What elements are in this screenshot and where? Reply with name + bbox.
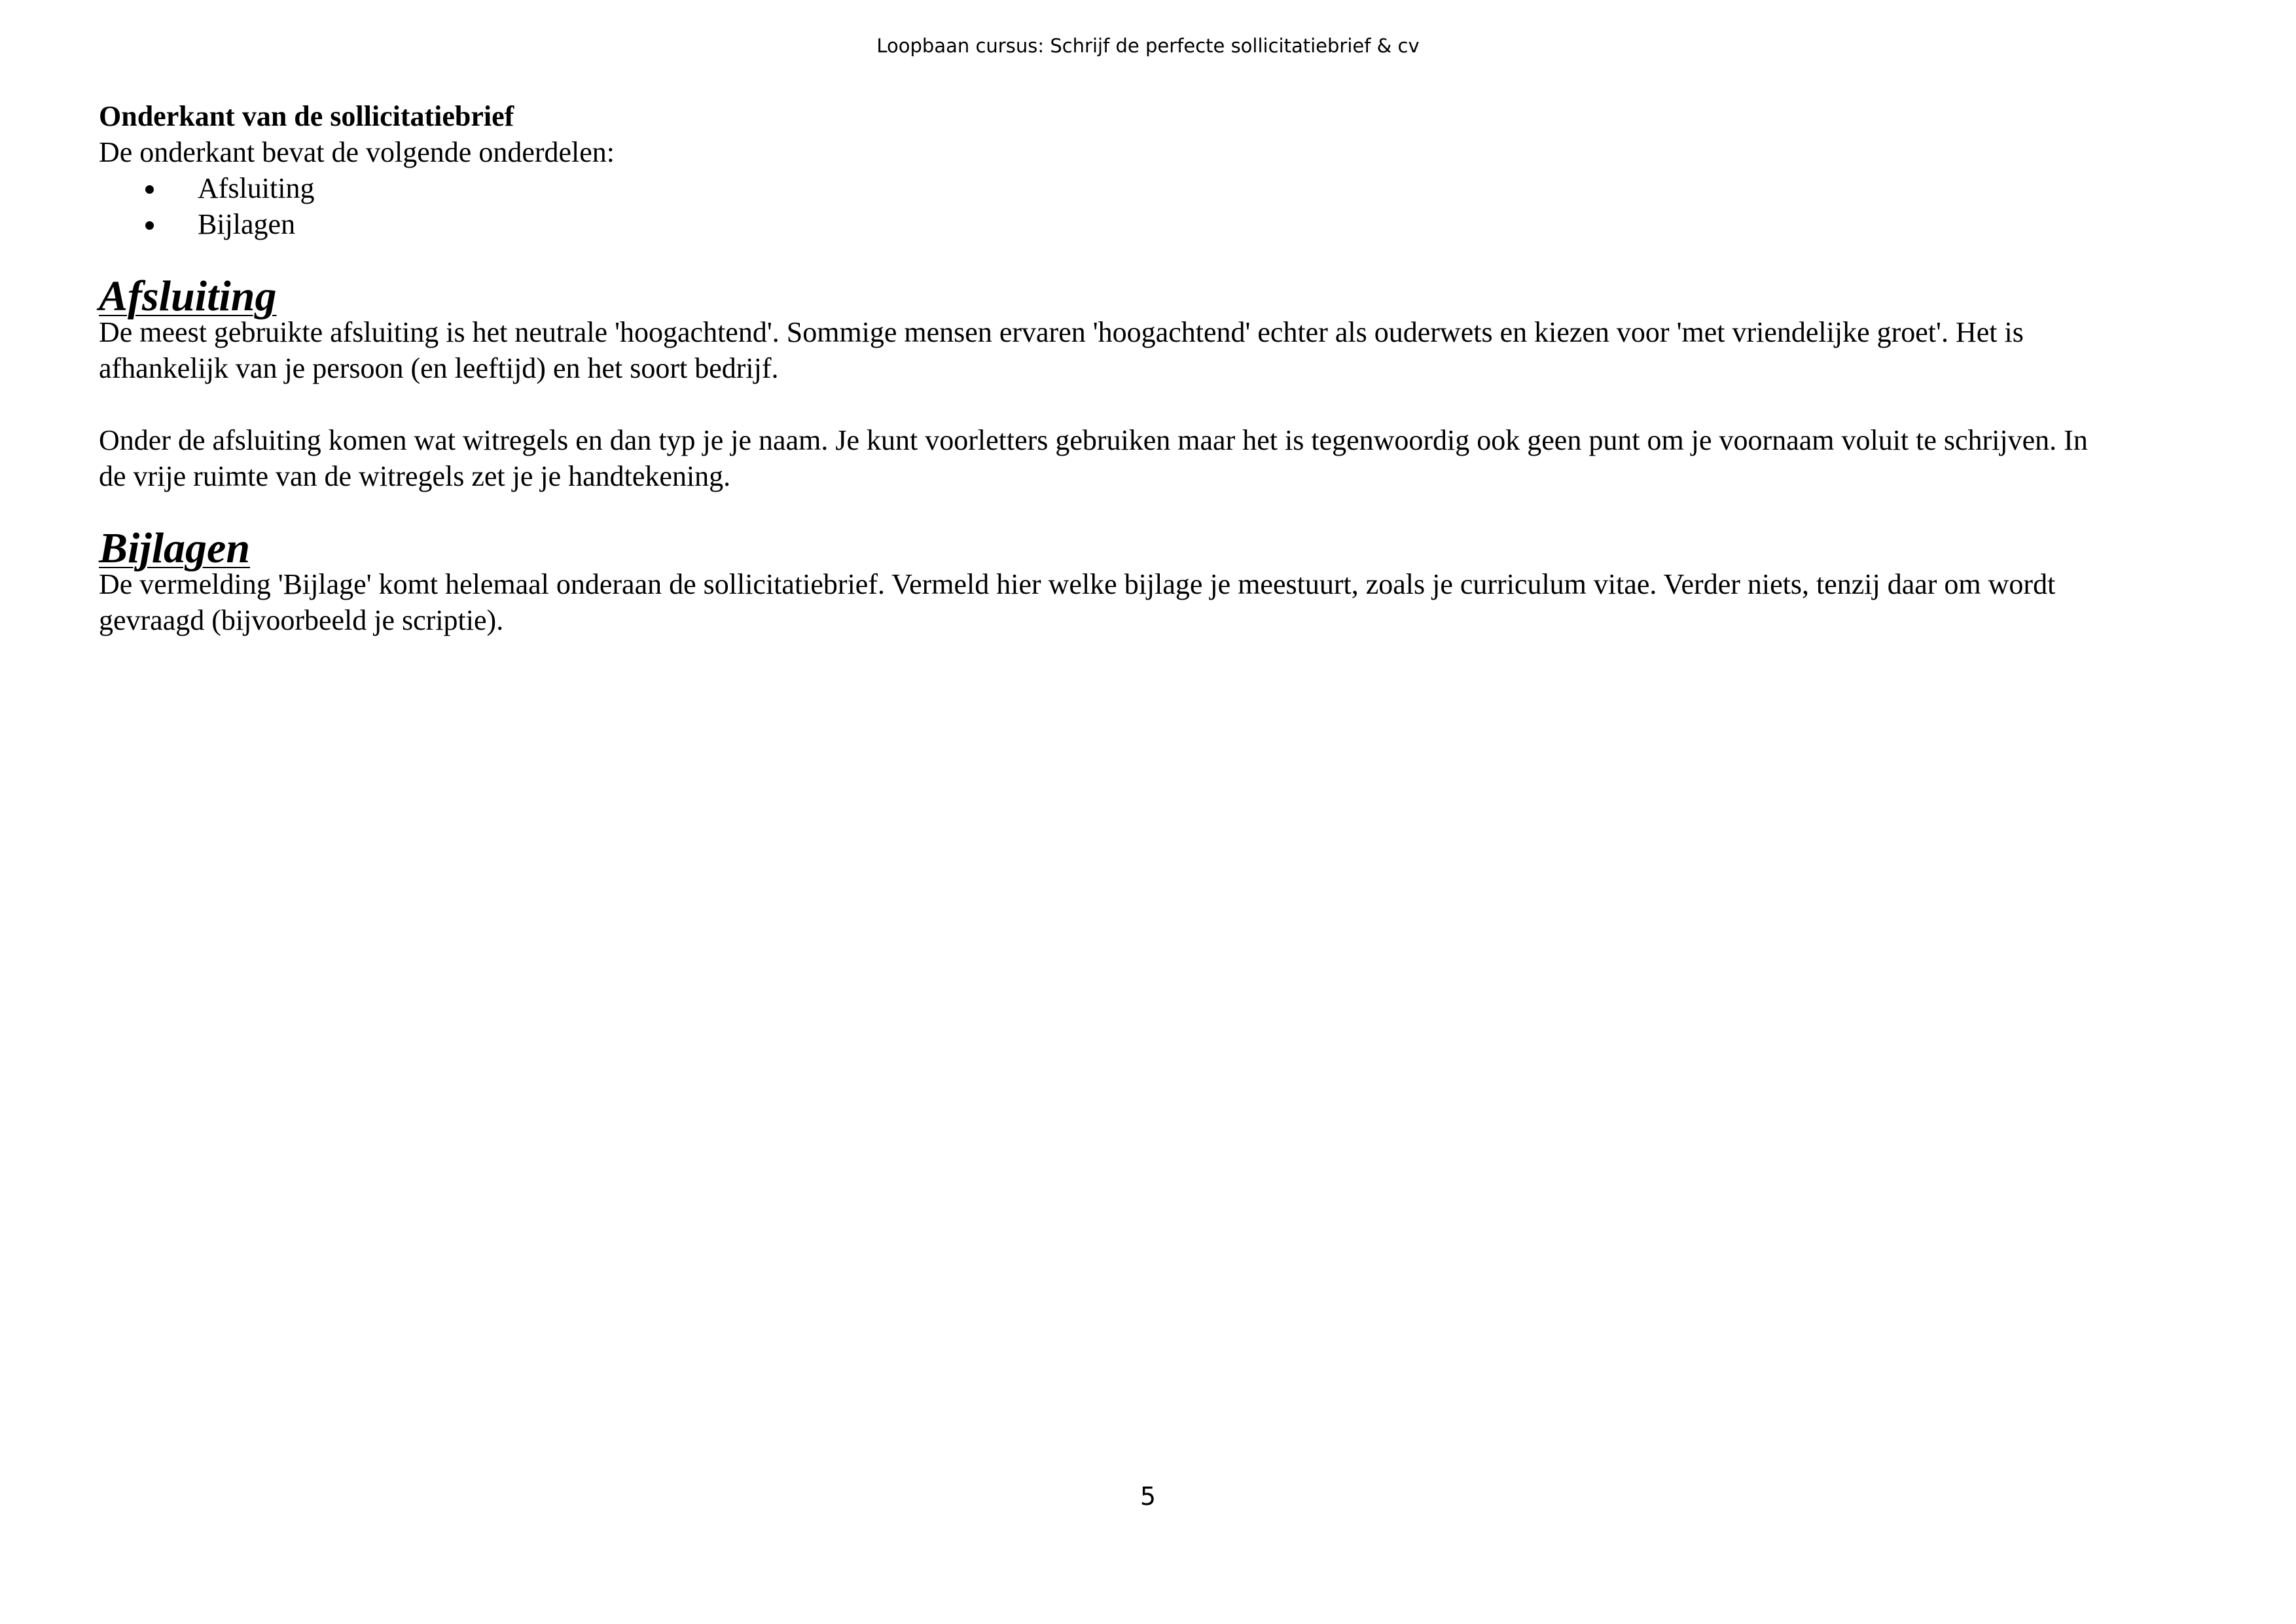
bullet-icon xyxy=(145,185,154,194)
paragraph-line: De meest gebruikte afsluiting is het neutrale 'hoogachtend'. Sommige mensen ervaren 'hoogachtend' echter als ouderwets en kiezen voor 'met vriendelijke groet'. Het is xyxy=(99,316,2024,348)
spacer xyxy=(99,386,2206,422)
section-intro: De onderkant bevat de volgende onderdelen: xyxy=(99,136,615,168)
list-item-label: Afsluiting xyxy=(198,172,315,204)
paragraph-line: afhankelijk van je persoon (en leeftijd) en het soort bedrijf. xyxy=(99,352,779,384)
list-item xyxy=(99,206,2206,242)
paragraph-line: Onder de afsluiting komen wat witregels en dan typ je je naam. Je kunt voorletters gebruiken maar het is tegenwoordig ook geen punt om je voornaam voluit te schrijven. In xyxy=(99,424,2088,456)
paragraph-bijlagen xyxy=(99,566,2206,638)
subheading-afsluiting: Afsluiting xyxy=(99,272,277,320)
bullet-icon xyxy=(145,221,154,230)
list-item-label: Bijlagen xyxy=(198,208,296,240)
list-item xyxy=(99,170,2206,206)
spacer xyxy=(99,494,2206,530)
paragraph-line: De vermelding 'Bijlage' komt helemaal onderaan de sollicitatiebrief. Vermeld hier welke bijlage je meestuurt, zoals je curriculum vitae. Verder niets, tenzij daar om wordt xyxy=(99,568,2056,600)
spacer xyxy=(99,242,2206,278)
page-header: Loopbaan cursus: Schrijf de perfecte sollicitatiebrief & cv xyxy=(876,35,1420,57)
paragraph-afsluiting-2 xyxy=(99,422,2206,494)
document-body xyxy=(99,98,2206,638)
paragraph-afsluiting-1 xyxy=(99,314,2206,386)
bullet-list xyxy=(99,170,2206,242)
page-number: 5 xyxy=(1139,1482,1157,1511)
subheading-bijlagen: Bijlagen xyxy=(99,524,251,572)
section-title: Onderkant van de sollicitatiebrief xyxy=(99,100,514,132)
paragraph-line: gevraagd (bijvoorbeeld je scriptie). xyxy=(99,604,504,636)
paragraph-line: de vrije ruimte van de witregels zet je je handtekening. xyxy=(99,460,731,492)
